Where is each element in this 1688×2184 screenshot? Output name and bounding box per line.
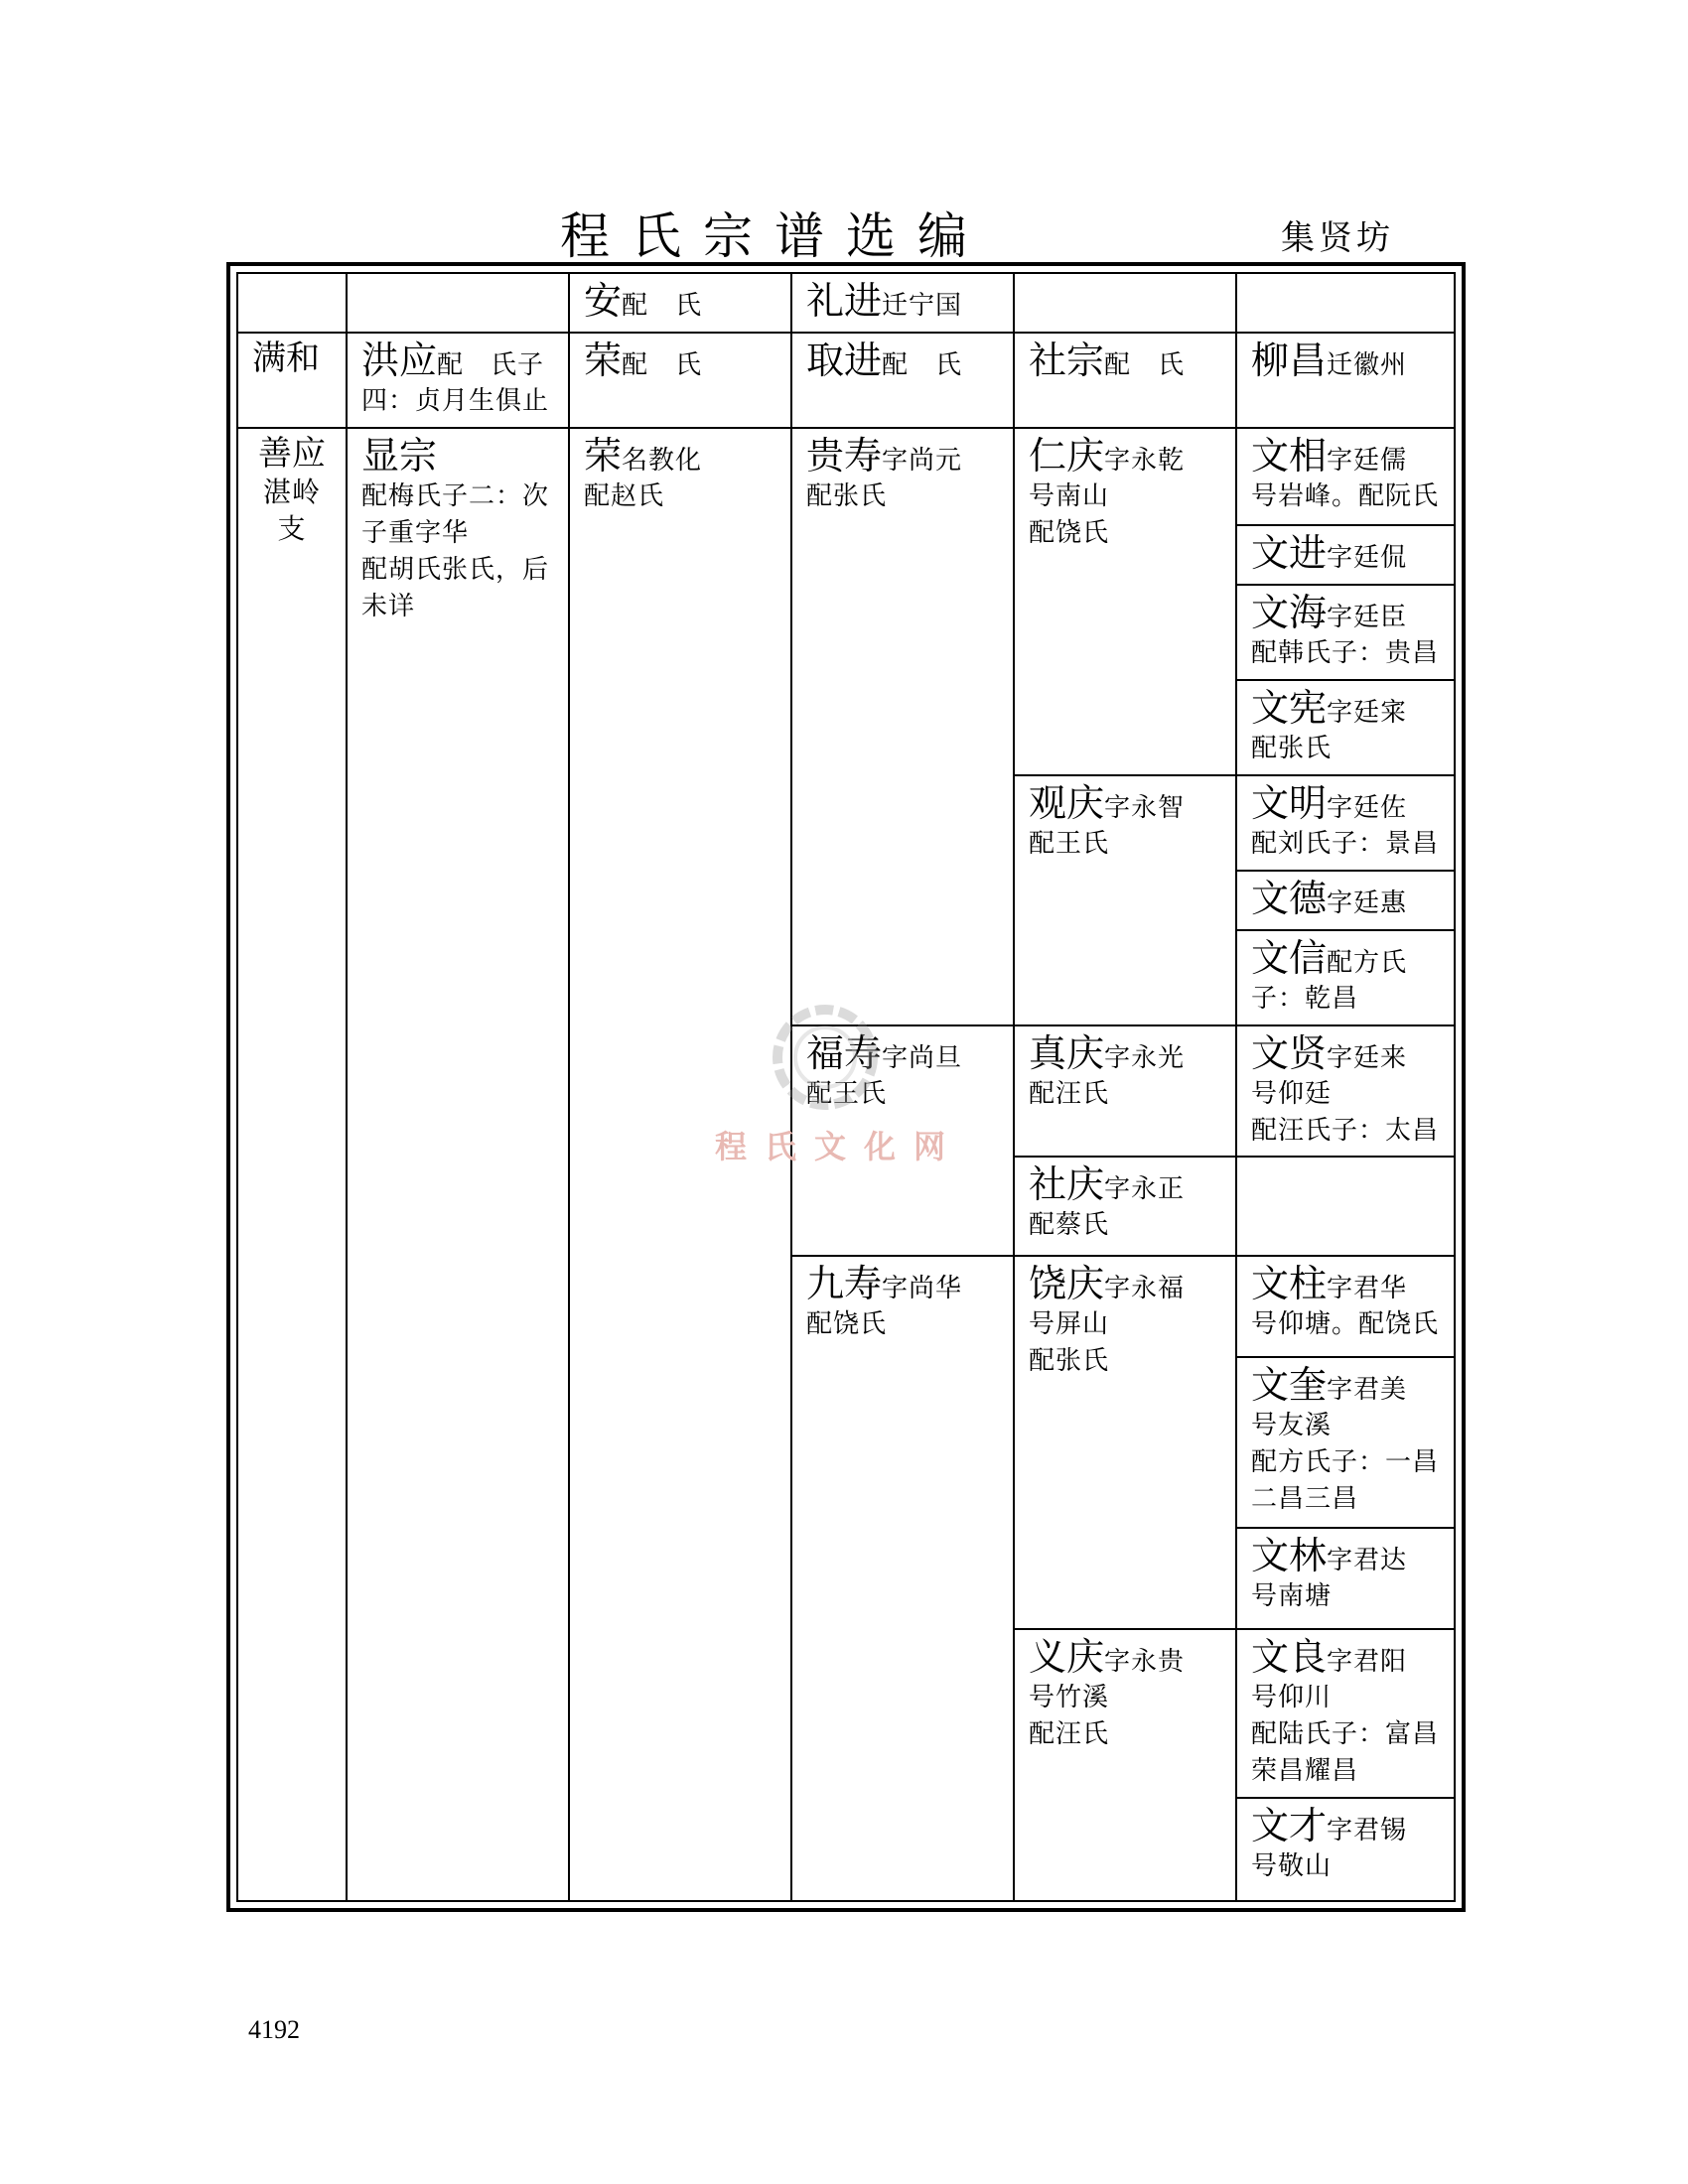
person-detail: 未详 — [361, 591, 416, 621]
person-detail: 号友溪 — [1251, 1410, 1333, 1440]
person-detail: 子：乾昌 — [1251, 983, 1359, 1014]
person-detail: 四：贞月生俱止 — [361, 385, 550, 416]
person-detail: 号屏山 — [1029, 1308, 1110, 1339]
person-detail: 号岩峰。配阮氏 — [1251, 480, 1440, 511]
person-name: 文相 — [1251, 434, 1328, 478]
person-detail: 配陆氏子：富昌 — [1251, 1718, 1440, 1749]
cell-gen6-8 — [1235, 1255, 1456, 1358]
cell-gen6-0 — [1235, 427, 1456, 526]
cell-gen1 — [236, 427, 348, 1902]
cell-gen6-7 — [1235, 1024, 1456, 1158]
cell-r0-c1 — [236, 272, 348, 334]
cell-gen6-4 — [1235, 774, 1456, 872]
person-name: 洪应 — [361, 339, 438, 382]
cell-r1-c6 — [1235, 332, 1456, 429]
person-detail: 配方氏子：一昌 — [1251, 1446, 1440, 1477]
person-note: 配 氏 — [882, 350, 963, 380]
person-detail: 支 — [277, 512, 307, 546]
person-detail: 配韩氏子：贵昌 — [1251, 637, 1440, 668]
cell-r0-c4 — [790, 272, 1015, 334]
branch-subtitle: 集贤坊 — [1281, 218, 1394, 258]
person-detail: 配汪氏 — [1029, 1078, 1110, 1109]
person-note: 字廷儒 — [1327, 446, 1408, 476]
person-name: 真庆 — [1029, 1031, 1105, 1075]
person-name: 文德 — [1251, 877, 1328, 920]
cell-r1-c1 — [236, 332, 348, 429]
person-note: 字廷佐 — [1327, 793, 1408, 823]
person-name: 文良 — [1251, 1635, 1328, 1679]
person-name: 文奎 — [1251, 1363, 1328, 1407]
person-name: 礼进 — [806, 279, 883, 323]
person-name: 文贤 — [1251, 1031, 1328, 1075]
person-note: 配 氏 — [622, 350, 703, 380]
person-name: 文信 — [1251, 936, 1328, 980]
person-name: 文才 — [1251, 1804, 1328, 1847]
person-note: 迁宁国 — [882, 291, 963, 321]
person-detail: 配饶氏 — [1029, 517, 1110, 548]
person-name: 取进 — [806, 339, 883, 382]
person-name: 文海 — [1251, 591, 1328, 634]
person-name: 社庆 — [1029, 1162, 1105, 1206]
person-note: 配 氏 — [622, 291, 703, 321]
cell-gen2 — [346, 427, 570, 1902]
cell-gen4-0 — [790, 427, 1015, 1026]
cell-gen5-1 — [1013, 774, 1237, 1026]
person-detail: 配刘氏子：景昌 — [1251, 828, 1440, 859]
person-detail: 配汪氏子：太昌 — [1251, 1115, 1440, 1146]
person-name: 显宗 — [361, 434, 438, 478]
person-note: 迁徽州 — [1327, 350, 1408, 380]
person-detail: 号仰廷 — [1251, 1078, 1333, 1109]
person-name: 贵寿 — [806, 434, 883, 478]
person-detail: 荣昌耀昌 — [1251, 1755, 1359, 1786]
cell-r0-c6 — [1235, 272, 1456, 334]
person-detail: 号南山 — [1029, 480, 1110, 511]
person-note: 配方氏 — [1327, 948, 1408, 978]
person-detail: 号竹溪 — [1029, 1682, 1110, 1712]
person-name: 观庆 — [1029, 781, 1105, 825]
person-name: 社宗 — [1029, 339, 1105, 382]
cell-gen5-5 — [1013, 1628, 1237, 1902]
person-detail: 湛岭 — [262, 476, 321, 509]
cell-gen6-5 — [1235, 870, 1456, 931]
person-note: 字君阳 — [1327, 1647, 1408, 1677]
cell-r1-c2 — [346, 332, 570, 429]
person-note: 字廷惠 — [1327, 888, 1408, 918]
person-detail: 二昌三昌 — [1251, 1483, 1359, 1514]
person-name: 满和 — [252, 339, 320, 378]
person-detail: 号仰塘。配饶氏 — [1251, 1308, 1440, 1339]
person-note: 字尚华 — [882, 1274, 963, 1303]
page-number: 4192 — [248, 2015, 300, 2044]
cell-r0-c3 — [568, 272, 792, 334]
person-detail: 配王氏 — [806, 1078, 888, 1109]
person-detail: 配梅氏子二：次 — [361, 480, 550, 511]
cell-gen4-2 — [790, 1255, 1015, 1902]
cell-gen6-3 — [1235, 679, 1456, 776]
watermark-text: 程氏文化网 — [715, 1128, 964, 1165]
person-note: 字永正 — [1104, 1174, 1186, 1204]
page-title: 程氏宗谱选编 — [560, 207, 989, 265]
person-note: 字永光 — [1104, 1043, 1186, 1073]
cell-gen6-empty — [1235, 1156, 1456, 1257]
person-detail: 配张氏 — [806, 480, 888, 511]
cell-r1-c3 — [568, 332, 792, 429]
cell-r0-c5 — [1013, 272, 1237, 334]
person-detail: 配汪氏 — [1029, 1718, 1110, 1749]
cell-gen5-2 — [1013, 1024, 1237, 1158]
person-name: 文明 — [1251, 781, 1328, 825]
cell-r1-c5 — [1013, 332, 1237, 429]
cell-gen5-3 — [1013, 1156, 1237, 1257]
person-note: 字君达 — [1327, 1546, 1408, 1575]
person-detail: 配蔡氏 — [1029, 1209, 1110, 1240]
cell-r0-c2 — [346, 272, 570, 334]
cell-gen6-10 — [1235, 1527, 1456, 1630]
cell-gen4-1 — [790, 1024, 1015, 1257]
person-detail: 配饶氏 — [806, 1308, 888, 1339]
person-note: 字君华 — [1327, 1274, 1408, 1303]
cell-gen6-11 — [1235, 1628, 1456, 1799]
cell-gen6-2 — [1235, 584, 1456, 681]
cell-gen6-12 — [1235, 1797, 1456, 1902]
person-name: 文林 — [1251, 1534, 1328, 1577]
person-detail: 配胡氏张氏，后 — [361, 554, 550, 585]
cell-gen6-1 — [1235, 524, 1456, 586]
person-detail: 配张氏 — [1029, 1345, 1110, 1376]
person-detail: 号敬山 — [1251, 1850, 1333, 1881]
person-name: 义庆 — [1029, 1635, 1105, 1679]
person-detail: 配张氏 — [1251, 733, 1333, 763]
person-name: 福寿 — [806, 1031, 883, 1075]
person-note: 字廷侃 — [1327, 543, 1408, 573]
person-note: 字尚旦 — [882, 1043, 963, 1073]
cell-gen5-4 — [1013, 1255, 1237, 1630]
person-note: 名教化 — [622, 446, 703, 476]
person-name: 安 — [584, 279, 623, 323]
person-name: 仁庆 — [1029, 434, 1105, 478]
person-name: 荣 — [584, 434, 623, 478]
person-name: 善应 — [258, 434, 326, 474]
person-detail: 配赵氏 — [584, 480, 665, 511]
person-detail: 号仰川 — [1251, 1682, 1333, 1712]
person-detail: 号南塘 — [1251, 1580, 1333, 1611]
person-name: 九寿 — [806, 1262, 883, 1305]
person-note: 字永乾 — [1104, 446, 1186, 476]
cell-gen3 — [568, 427, 792, 1902]
person-note: 字廷来 — [1327, 1043, 1408, 1073]
person-name: 文柱 — [1251, 1262, 1328, 1305]
person-note: 字永贵 — [1104, 1647, 1186, 1677]
cell-gen6-6 — [1235, 929, 1456, 1026]
person-detail: 子重字华 — [361, 517, 470, 548]
cell-gen5-0 — [1013, 427, 1237, 776]
person-note: 字永智 — [1104, 793, 1186, 823]
person-note: 字尚元 — [882, 446, 963, 476]
person-name: 文宪 — [1251, 686, 1328, 730]
person-note: 字廷臣 — [1327, 603, 1408, 632]
cell-r1-c4 — [790, 332, 1015, 429]
person-note: 字君美 — [1327, 1375, 1408, 1405]
cell-gen6-9 — [1235, 1356, 1456, 1529]
person-name: 荣 — [584, 339, 623, 382]
person-name: 文进 — [1251, 531, 1328, 575]
person-note: 字君锡 — [1327, 1816, 1408, 1845]
person-name: 饶庆 — [1029, 1262, 1105, 1305]
person-note: 配 氏 — [1104, 350, 1186, 380]
person-note: 字永福 — [1104, 1274, 1186, 1303]
person-detail: 配王氏 — [1029, 828, 1110, 859]
person-note: 配 氏子 — [437, 350, 545, 380]
person-name: 柳昌 — [1251, 339, 1328, 382]
person-note: 字廷宷 — [1327, 698, 1408, 728]
